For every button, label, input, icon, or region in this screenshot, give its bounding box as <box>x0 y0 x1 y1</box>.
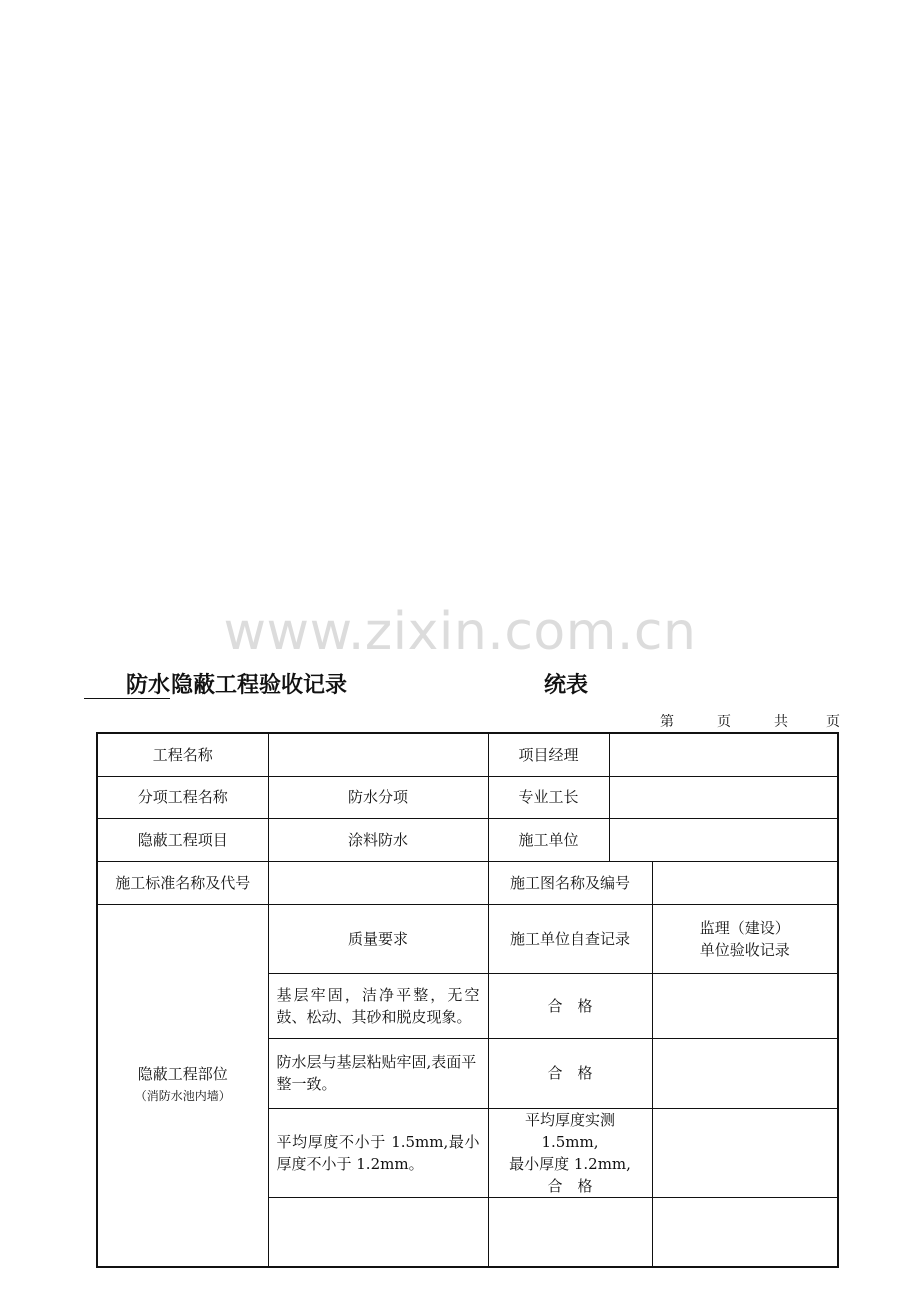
title-suffix: 统表 <box>544 673 589 698</box>
self-check-3-line1: 平均厚度实测 1.5mm, <box>524 1110 615 1151</box>
standard-label: 施工标准名称及代号 <box>97 861 268 904</box>
requirement-2: 防水层与基层粘贴牢固,表面平整一致。 <box>268 1038 488 1108</box>
concealed-item-label: 隐蔽工程项目 <box>97 818 268 861</box>
total-unit: 页 <box>826 714 840 730</box>
requirement-1: 基层牢固，洁净平整，无空鼓、松动、其砂和脱皮现象。 <box>268 973 488 1038</box>
requirement-4[interactable] <box>268 1197 488 1267</box>
self-check-3[interactable] <box>488 1108 652 1197</box>
title-main: 隐蔽工程验收记录 <box>171 673 348 698</box>
quality-header: 质量要求 <box>268 904 488 973</box>
supervision-3[interactable] <box>652 1108 838 1197</box>
self-check-3-line3: 合 格 <box>547 1176 593 1195</box>
page-info <box>660 711 840 731</box>
requirement-3: 平均厚度不小于 1.5mm,最小厚度不小于 1.2mm。 <box>268 1108 488 1197</box>
table-row <box>97 861 838 904</box>
sub-project-value[interactable]: 防水分项 <box>268 776 488 818</box>
total-label: 共 <box>774 714 788 730</box>
standard-value[interactable] <box>268 861 488 904</box>
table-row <box>97 733 838 776</box>
supervision-2[interactable] <box>652 1038 838 1108</box>
construction-unit-label: 施工单位 <box>488 818 609 861</box>
self-check-1[interactable]: 合 格 <box>488 973 652 1038</box>
self-check-2[interactable]: 合 格 <box>488 1038 652 1108</box>
page-label: 第 <box>660 714 674 730</box>
construction-unit-value[interactable] <box>609 818 838 861</box>
table-row <box>97 904 838 973</box>
table-row <box>97 818 838 861</box>
concealed-location-cell <box>97 904 268 1267</box>
supervision-4[interactable] <box>652 1197 838 1267</box>
concealed-item-value[interactable]: 涂料防水 <box>268 818 488 861</box>
concealed-location-detail: （消防水池内墙） <box>134 1089 231 1104</box>
page-unit: 页 <box>717 714 731 730</box>
title-blank-fill: 防水 <box>84 668 170 699</box>
project-name-value[interactable] <box>268 733 488 776</box>
supervision-header <box>652 904 838 973</box>
concealed-location-label: 隐蔽工程部位 <box>137 1065 228 1084</box>
self-check-3-line2: 最小厚度 1.2mm, <box>509 1154 631 1173</box>
self-check-4[interactable] <box>488 1197 652 1267</box>
document-title <box>84 668 844 702</box>
drawing-value[interactable] <box>652 861 838 904</box>
drawing-label: 施工图名称及编号 <box>488 861 652 904</box>
watermark: www.zixin.com.cn <box>223 602 697 662</box>
sub-project-label: 分项工程名称 <box>97 776 268 818</box>
acceptance-record-table <box>96 732 839 1268</box>
foreman-value[interactable] <box>609 776 838 818</box>
supervision-1[interactable] <box>652 973 838 1038</box>
supervision-header-line1: 监理（建设） <box>699 918 790 937</box>
project-name-label: 工程名称 <box>97 733 268 776</box>
foreman-label: 专业工长 <box>488 776 609 818</box>
table-row <box>97 776 838 818</box>
project-manager-value[interactable] <box>609 733 838 776</box>
supervision-header-line2: 单位验收记录 <box>699 940 790 959</box>
self-check-header: 施工单位自查记录 <box>488 904 652 973</box>
project-manager-label: 项目经理 <box>488 733 609 776</box>
